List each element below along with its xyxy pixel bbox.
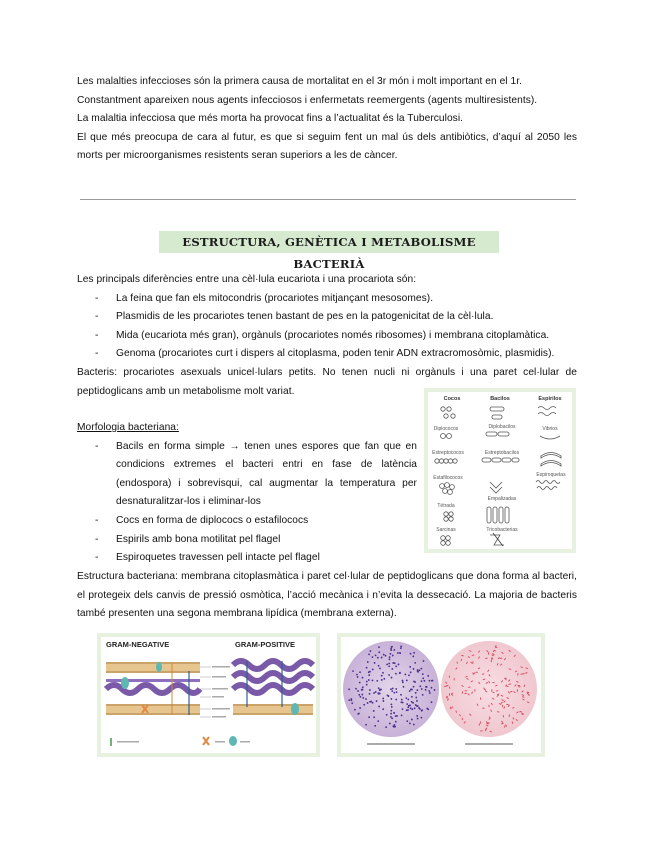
figure-label: Tétrada [437, 503, 455, 509]
morphology-figure [424, 388, 576, 553]
list-item: - Mida (eucariota més gran), orgànuls (procariotes només ribosomes) i membrana citoplamàtica. [95, 329, 550, 341]
gram-stain-figure [337, 633, 545, 757]
list-item: - Plasmidis de les procariotes tenen bastant de pes en la patogenicitat de la cèl·lula. [95, 311, 494, 323]
intro-paragraph [77, 73, 577, 166]
list-item: - Cocs en forma de diplococs o estafilococs [95, 514, 309, 526]
figure-label: Sarcinas [436, 527, 456, 533]
figure-label: Estreptobacilos [484, 450, 520, 456]
figure-label: Empalizadas [487, 496, 517, 502]
figure-label: Vibrios [542, 426, 558, 432]
morphology-list [77, 438, 417, 568]
differences-block [77, 271, 577, 401]
list-item: - Bacils en forma simple → tenen unes espores que fan que en condicions extremes el bacteri entri en fase de latència (endospora) i sobrevisqui, cal augmentar la temperatura per desnaturalitzar-los i eliminar-los [95, 440, 417, 508]
list-item: - La feina que fan els mitocondris (procariotes mitjançant mesosomes). [95, 292, 434, 304]
horizontal-divider [80, 199, 576, 200]
intro-line: Constantment apareixen nous agents infecciosos i enfermetats reemergents (agents multiresistents). [77, 94, 538, 106]
list-item: - Genoma (procariotes curt i dispers al citoplasma, poden tenir ADN extracromosòmic, plasmidis). [95, 348, 555, 360]
figure-col-header: Bacilos [490, 396, 510, 402]
gram-membrane-figure [97, 633, 320, 757]
figure-col-header: Espirilos [538, 396, 562, 402]
differences-list [77, 290, 577, 364]
list-item: - Espirils amb bona motilitat pel flagel [95, 533, 281, 545]
morphology-title: Morfologia bacteriana: [77, 422, 179, 433]
figure-label: Diplococos [433, 426, 459, 432]
gram-positive-title: GRAM-POSITIVE [235, 640, 296, 649]
figure-label: Estafilococos [433, 475, 463, 481]
figure-label: Tricobacterias [486, 527, 518, 533]
stain-speck [378, 646, 380, 648]
list-item: - Espiroquetes travessen pell intacte pel flagel [95, 552, 320, 564]
structure-paragraph: Estructura bacteriana: membrana citoplasmàtica i paret cel·lular de peptidoglicans que dona forma al bacteri, el protegeix dels canvis de pressió osmòtica, l’acció mecànica i n’evita la dessecació. La majoria de bacteris també presenten una segona membrana lipídica (membrana externa). [77, 571, 577, 620]
gram-membrane-diagram [97, 633, 320, 757]
stain-speck [462, 718, 463, 721]
figure-label: Diplobacilos [488, 424, 516, 430]
intro-line: La malaltia infecciosa que més morta ha provocat fins a l’actualitat és la Tuberculosi. [77, 113, 464, 125]
bacteris-paragraph: Bacteris: procariotes asexuals unicel·lulars petits. No tenen nucli ni orgànuls i una paret cel·lular de peptidoglicans amb un metabolisme molt variat. [77, 366, 577, 397]
morphology-block [77, 419, 417, 568]
intro-line: Les malalties infeccioses són la primera causa de mortalitat en el 3r món i molt important en el 1r. [77, 76, 522, 87]
section-title: ESTRUCTURA, GENÈTICA I METABOLISME BACTERIÀ [159, 231, 499, 253]
figure-label: Estreptococos [432, 450, 464, 456]
gram-negative-title: GRAM-NEGATIVE [106, 640, 170, 649]
figure-col-header: Cocos [443, 396, 461, 402]
figure-label: Espiroquetas [536, 472, 566, 478]
gram-stain-photos [337, 633, 545, 757]
intro-line: El que més preocupa de cara al futur, es que si seguim fent un mal ús dels antibiòtics, d’aquí al 2050 les morts per microorganismes resistents seran superiors a les de càncer. [77, 131, 577, 162]
differences-intro: Les principals diferències entre una cèl·lula eucariota i una procariota són: [77, 274, 417, 285]
